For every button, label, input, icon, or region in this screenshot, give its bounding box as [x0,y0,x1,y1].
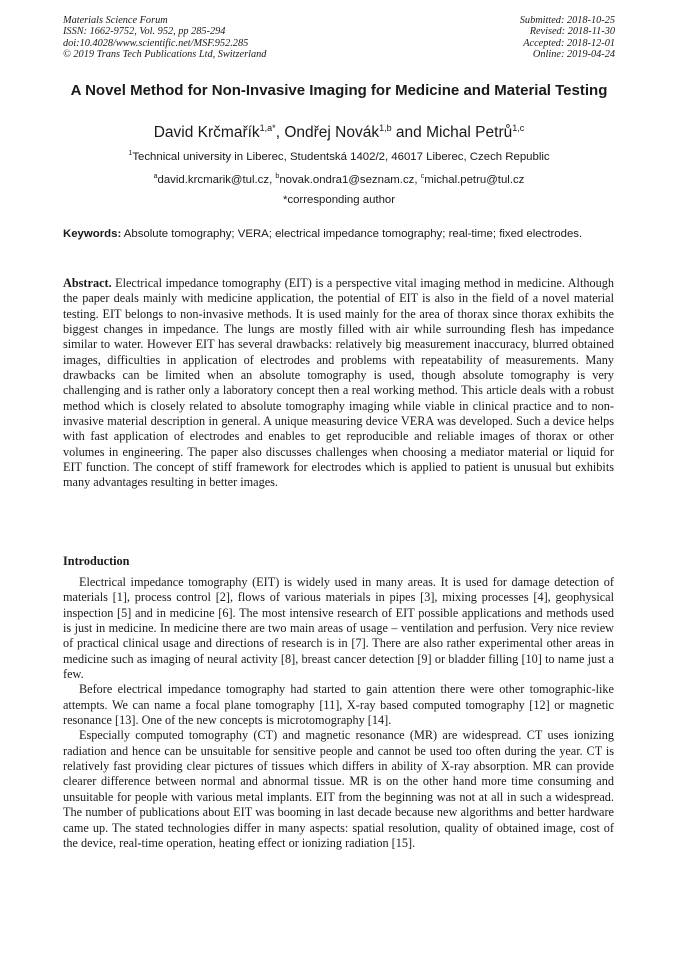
intro-paragraph-2: Before electrical impedance tomography had started to gain attention there were other tomographic-like attempts. We can name a focal plane tomography [11], X-ray based computed tomography [12] or magnetic resonance [13]. One of the new concepts is microtomography [14]. [63,682,614,728]
publication-dates [520,15,615,61]
journal-info [63,15,266,61]
email-marker-c: c [420,173,425,181]
email-marker-a: a [153,173,158,181]
abstract-text: Electrical impedance tomography (EIT) is a perspective vital imaging method in medicine. Although the paper deals mainly with medicine application, the potential of EIT is also in the field of a novel material testing. EIT belongs to non-invasive methods. It is used mainly for the area of thorax since thorax exhibits the biggest changes in impedance. The lungs are mostly filled with air while surrounding flesh has impedance similar to water. However EIT has several drawbacks: relatively big measurement inaccuracy, blurred obtained images, difficulties in application of electrodes and problems with repeatability of measurements. Many drawbacks can be limited when an absolute tomography is used, though absolute tomography is very challenging and is rather only a laboratory concept then a real working method. This article deals with a robust method which is closely related to absolute tomography imaging while viable in clinical practice and to non-invasive material description in general. A unique measuring device VERA was developed. Such a device helps with fast application of electrodes and enables to get reproducible and reliable images of thorax or other volumes in engineering. The paper also discusses challenges when choosing a mediator material or liquid for EIT function. The concept of stiff framework for electrodes which is applied to patient is unusual but exhibits many advantages resulting in better images. [63,276,614,490]
paper-title: A Novel Method for Non-Invasive Imaging for Medicine and Material Testing [70,82,608,99]
author-1-affiliation: 1,a* [259,122,276,133]
keywords-text: Absolute tomography; VERA; electrical impedance tomography; real-time; fixed electrodes. [121,228,583,240]
email-b: novak.ondra1@seznam.cz, [279,174,421,186]
author-separator: and [391,124,427,141]
affiliation [40,150,638,164]
author-3-affiliation: 1,c [512,122,525,133]
affiliation-text: Technical university in Liberec, Studentská 1402/2, 46017 Liberec, Czech Republic [132,151,550,163]
abstract-label: Abstract. [63,276,112,290]
email-marker-b: b [275,173,280,181]
keywords-label: Keywords: [63,228,122,240]
author-2-affiliation: 1,b [379,122,392,133]
corresponding-author-note: *corresponding author [282,194,396,206]
affiliation-marker: 1 [128,150,133,158]
journal-name: Materials Science Forum [63,15,168,26]
issn: ISSN: 1662-9752, Vol. 952, pp 285-294 [63,26,226,38]
online-date: Online: 2019-04-24 [532,49,615,61]
revised-date: Revised: 2018-11-30 [529,26,615,38]
abstract [63,276,614,491]
author-separator: , [275,124,285,141]
section-heading-introduction: Introduction [63,554,130,568]
author-2: Ondřej Novák [284,124,380,141]
author-1: David Krčmařík [153,124,260,141]
keywords [63,227,614,242]
author-3: Michal Petrů [426,124,513,141]
submitted-date: Submitted: 2018-10-25 [519,15,615,26]
doi: doi:10.4028/www.scientific.net/MSF.952.285 [63,37,249,49]
author-emails [40,173,638,187]
email-a: david.krcmarik@tul.cz, [157,174,276,186]
author-list [40,123,638,142]
introduction-body [63,575,614,851]
abstract-paragraph [63,276,614,491]
copyright: © 2019 Trans Tech Publications Ltd, Switzerland [63,49,267,61]
intro-paragraph-3: Especially computed tomography (CT) and magnetic resonance (MR) are widespread. CT uses ionizing radiation and hence can be unsuitable for sensitive people and cannot be used too often during the year. CT is relatively fast providing clear pictures of tissues which differs in ability of X-ray absorption. MR can provide clearer difference between normal and abnormal tissue. MR is on the other hand more time consuming and unsuitable for people with various metal implants. EIT from the beginning was not at all in such a widespread. The number of publications about EIT was booming in last decade because new algorithms and better hardware came up. The stated technologies differ in many aspects: spatial resolution, quality of obtained image, cost of the device, real-time operation, heating effect or ionizing radiation [15]. [63,728,614,850]
email-c: michal.petru@tul.cz [424,174,525,186]
intro-paragraph-1: Electrical impedance tomography (EIT) is widely used in many areas. It is used for damage detection of materials [1], process control [2], flows of various materials in pipes [3], mixing processes [4], geophysical inspection [5] and in medicine [6]. The most intensive research of EIT possible applications and methods used is just in medicine. In medicine there are two main areas of usage – ventilation and perfusion. Very nice review of practical clinical usage and directions of research is in [7]. There are also rather experimental other areas in medicine such as imaging of neural activity [8], breast cancer detection [9] or bladder filling [10] to name just a few. [63,575,614,682]
accepted-date: Accepted: 2018-12-01 [523,37,615,49]
